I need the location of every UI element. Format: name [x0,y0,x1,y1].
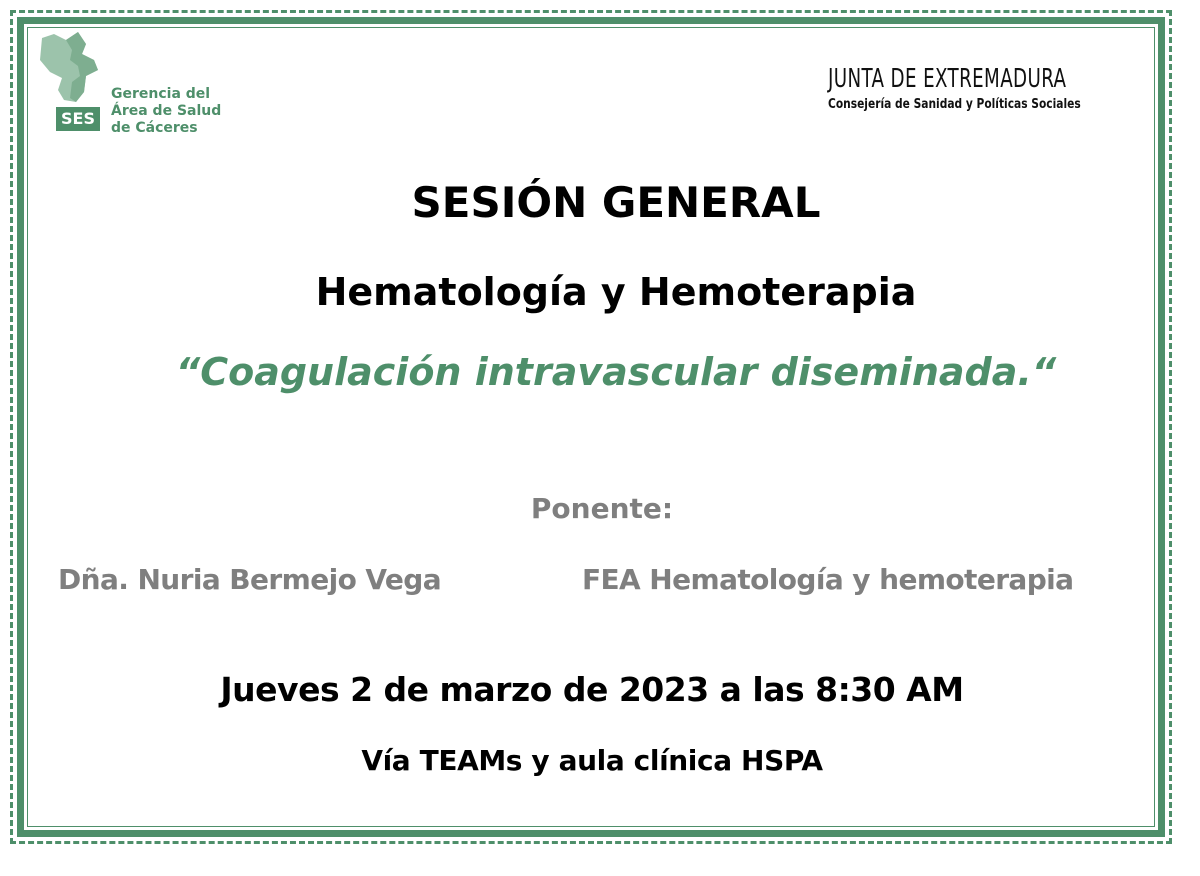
ses-line-2: Área de Salud [111,103,222,119]
session-title: SESIÓN GENERAL [411,178,821,227]
session-date: Jueves 2 de marzo de 2023 a las 8:30 AM [220,670,964,709]
junta-title: JUNTA DE EXTREMADURA [828,64,1067,94]
ses-line-1: Gerencia del [111,86,211,102]
junta-logo [828,64,1136,114]
speaker-label: Ponente: [530,492,674,525]
ses-badge: SES [56,107,100,131]
junta-subtitle: Consejería de Sanidad y Políticas Sociales [828,97,1081,112]
topic-title: “Coagulación intravascular diseminada.“ [175,350,1057,394]
speaker-name: Dña. Nuria Bermejo Vega [58,563,442,596]
speaker-role: FEA Hematología y hemoterapia [582,563,1074,596]
department-title: Hematología y Hemoterapia [315,270,917,314]
ses-line-3: de Cáceres [111,120,198,136]
ses-org-name [111,86,221,137]
session-place: Vía TEAMs y aula clínica HSPA [361,744,823,777]
ses-logo [36,30,236,140]
